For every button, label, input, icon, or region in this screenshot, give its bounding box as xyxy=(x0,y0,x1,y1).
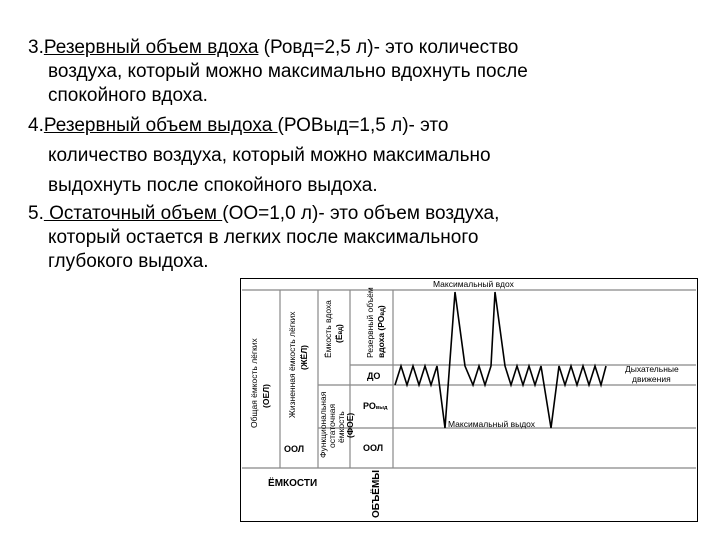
rovd-label-2: вдоха (РОвд) xyxy=(376,305,386,358)
item-number: 5. xyxy=(28,203,44,224)
definition-item-3 xyxy=(28,36,698,108)
rovyd-label: РОвыд xyxy=(363,401,388,411)
foe-label-1: Функциональная xyxy=(318,391,328,458)
oel-abbr: (ОЕЛ) xyxy=(261,384,271,408)
definition-line: воздуха, который можно максимально вдохнуть после xyxy=(48,61,528,82)
spirogram-svg xyxy=(240,278,698,522)
lung-volumes-diagram xyxy=(240,278,698,522)
breathing-label-2: движения xyxy=(632,374,671,384)
definition-text: (РОВыд=1,5 л)- это xyxy=(277,115,449,136)
definition-text: (Ровд=2,5 л)- это количество xyxy=(258,37,519,58)
zhel-abbr: (ЖЁЛ) xyxy=(299,345,309,370)
definition-line: глубокого выдоха. xyxy=(48,251,209,272)
term: Резервный объем выдоха xyxy=(43,115,278,136)
max-inhale-label: Максимальный вдох xyxy=(433,279,514,289)
definition-item-4 xyxy=(28,114,698,198)
oel-label: Общая ёмкость лёгких xyxy=(249,338,259,428)
item-number: 3. xyxy=(28,37,44,58)
volumes-label: ОБЪЁМЫ xyxy=(371,469,382,518)
term: Резервный объем вдоха xyxy=(43,37,259,58)
definition-text: (ОО=1,0 л)- это объем воздуха, xyxy=(222,203,500,224)
definition-line: выдохнуть после спокойного выдоха. xyxy=(48,175,378,196)
term: Остаточный объем xyxy=(43,203,223,224)
definition-line: спокойного вдоха. xyxy=(48,85,208,106)
evd-label: Ёмкость вдоха xyxy=(323,300,333,358)
ool-capacity-label: ООЛ xyxy=(284,444,305,454)
ool-volume-label: ООЛ xyxy=(363,443,384,453)
definition-line: количество воздуха, который можно максимально xyxy=(48,145,491,166)
definition-line: который остается в легких после максимального xyxy=(48,227,479,248)
zhel-label: Жизненная ёмкость лёгких xyxy=(287,311,297,418)
evd-abbr: (Ёвд) xyxy=(334,324,344,343)
foe-label-3: ёмкость xyxy=(336,411,346,443)
definition-item-5 xyxy=(28,202,698,274)
foe-label-2: остаточная xyxy=(327,403,337,448)
max-exhale-label: Максимальный выдох xyxy=(448,419,536,429)
capacities-label: ЁМКОСТИ xyxy=(268,478,318,489)
breathing-label-1: Дыхательные xyxy=(625,364,679,374)
foe-abbr: (ФОЕ) xyxy=(345,412,355,438)
do-label: ДО xyxy=(367,371,381,381)
text-block xyxy=(28,36,698,274)
item-number: 4. xyxy=(28,115,44,136)
rovd-label-1: Резервный объём xyxy=(365,287,375,358)
